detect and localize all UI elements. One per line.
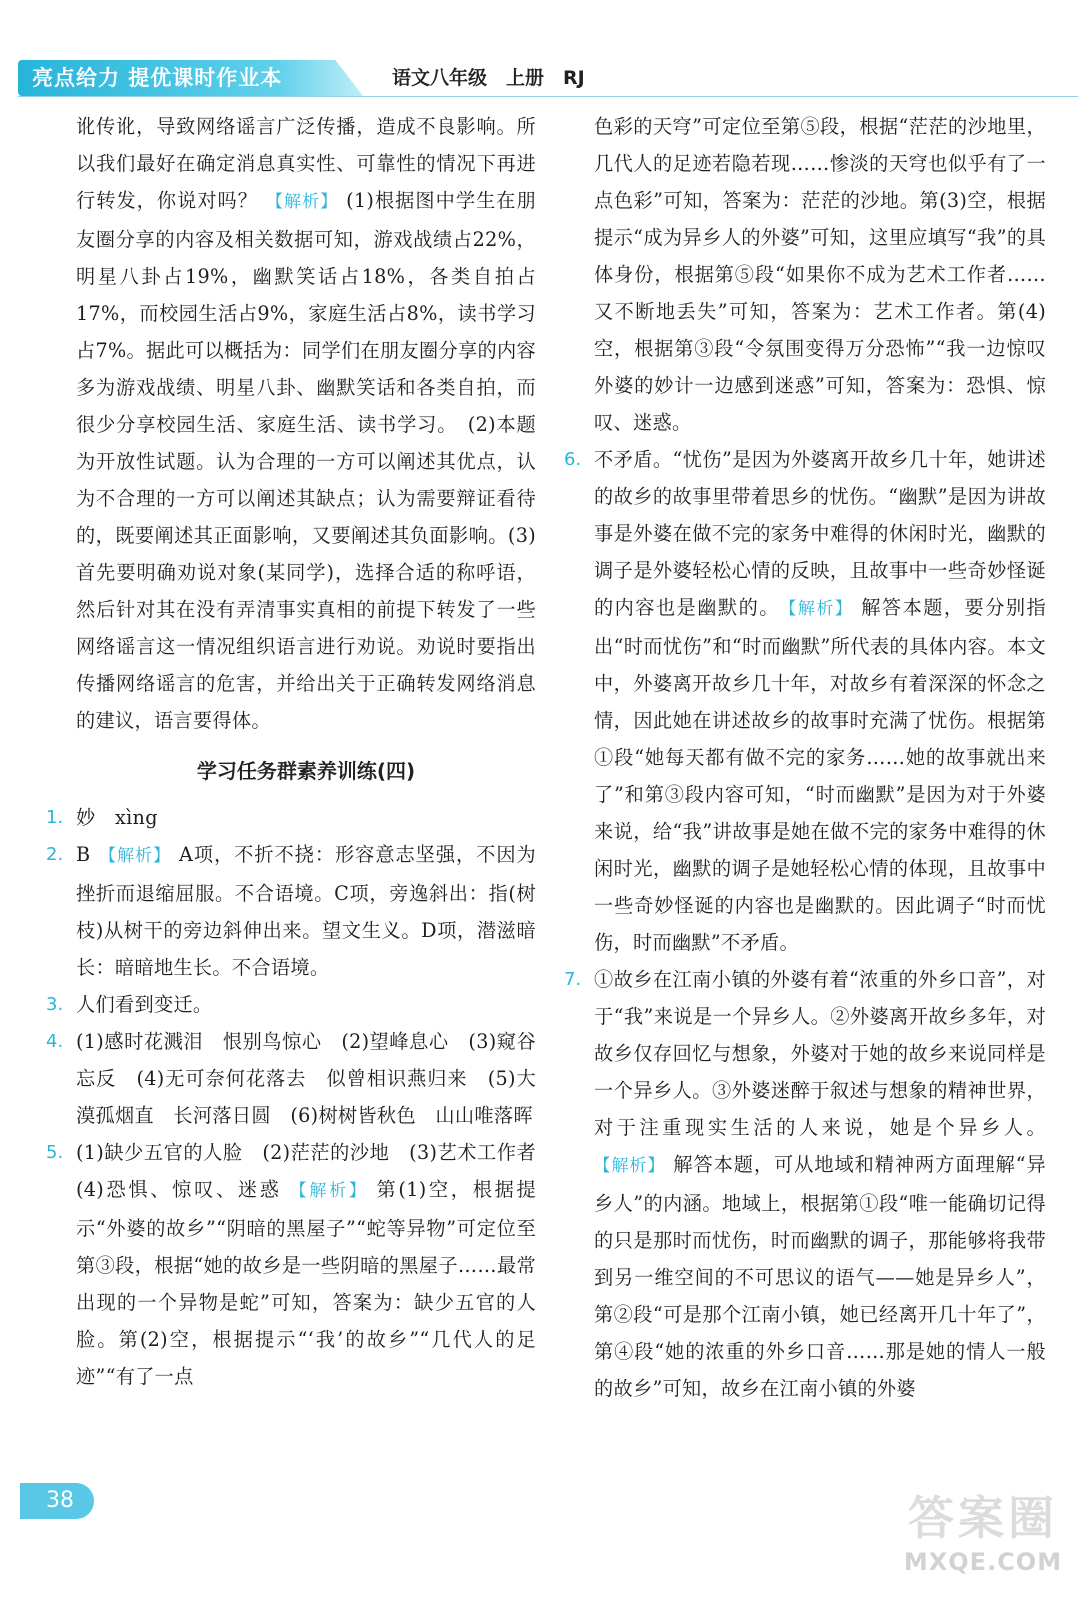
answer-text: (1)缺少五官的人脸 (2)茫茫的沙地 (3)艺术工作者 (4)恐惧、惊叹、迷惑 bbox=[76, 1141, 556, 1201]
watermark-logo bbox=[898, 1490, 1068, 1590]
question-6 bbox=[564, 441, 1047, 961]
question-2 bbox=[46, 836, 537, 986]
question-5 bbox=[46, 1134, 556, 1395]
answer-paragraph bbox=[76, 108, 536, 739]
answer-text: ①故乡在江南小镇的外婆有着“浓重的外乡口音”，对于“我”来说是一个异乡人。②外婆离开故乡多年，对故乡仅存回忆与想象，外婆对于她的故乡来说同样是一个异乡人。③外婆迷醉于叙述与想象的精神世界，对于注重现实生活的人来说，她是个异乡人。 bbox=[594, 968, 1046, 1139]
answer-text: 讹传讹，导致网络谣言广泛传播，造成不良影响。所以我们最好在确定消息真实性、可靠性的情况下再进行转发，你说对吗？ bbox=[76, 115, 536, 212]
question-4 bbox=[46, 1023, 536, 1134]
analysis-text: 第(1)空，根据提示“外婆的故乡”“阴暗的黑屋子”“蛇等异物”可定位至第③段，根据“她的故乡是一些阴暗的黑屋子……最常出现的一个异物是蛇”可知，答案为：缺少五官的人脸。第(2)空，根据提示“‘我’的故乡”“几代人的足迹”“有了一点 bbox=[76, 1178, 536, 1388]
left-column bbox=[46, 108, 556, 1395]
series-title: 亮点给力 提优课时作业本 bbox=[32, 66, 283, 90]
analysis-tag: 【解析】 bbox=[602, 1156, 666, 1176]
question-number: 6. bbox=[564, 449, 582, 470]
analysis-text: 解答本题，要分别指出“时而忧伤”和“时而幽默”所代表的具体内容。本文中，外婆离开故乡几十年，对故乡有着深深的怀念之情，因此她在讲述故乡的故事时充满了忧伤。根据第①段“她每天都有做不完的家务……她的故事就出来了”和第③段内容可知，“时而幽默”是因为对于外婆来说，给“我”讲故事是她在做不完的家务中难得的休闲时光，幽默的调子是她轻松心情的体现，且故事中一些奇妙怪诞的内容也是幽默的。因此调子“时而忧伤，时而幽默”不矛盾。 bbox=[594, 596, 1047, 954]
analysis-text: (1)根据图中学生在朋友圈分享的内容及相关数据可知，游戏战绩占22%，明星八卦占19%，幽默笑话占18%，各类自拍占17%，而校园生活占9%，家庭生活占8%，读书学习占7%。据此可以概括为：同学们在朋友圈分享的内容多为游戏战绩、明星八卦、幽默笑话和各类自拍，而很少分享校园生活、家庭生活、读书学习。 (2)本题为开放性试题。认为合理的一方可以阐述其优点，认为不合理的一方可以阐述其缺点；认为需要辩证看待的，既要阐述其正面影响，又要阐述其负面影响。(3)首先要明确劝说对象(某同学)，选择合适的称呼语，然后针对其在没有弄清事实真相的前提下转发了一些网络谣言这一情况组织语言进行劝说。劝说时要指出传播网络谣言的危害，并给出关于正确转发网络消息的建议，语言要得体。 bbox=[76, 189, 536, 732]
question-number: 7. bbox=[564, 969, 582, 990]
question-number: 5. bbox=[46, 1142, 64, 1163]
question-number: 4. bbox=[46, 1031, 64, 1052]
answer-text: (1)感时花溅泪 恨别鸟惊心 (2)望峰息心 (3)窥谷忘反 (4)无可奈何花落去 似曾相识燕归来 (5)大漠孤烟直 长河落日圆 (6)树树皆秋色 山山唯落晖 bbox=[76, 1030, 536, 1127]
analysis-text: 解答本题，可从地域和精神两方面理解“异乡人”的内涵。地域上，根据第①段“唯一能确切记得的只是那时而忧伤，时而幽默的调子，那能够将我带到另一维空间的不可思议的语气——她是异乡人”，第②段“可是那个江南小镇，她已经离开几十年了”，第④段“她的浓重的外乡口音……那是她的情人一般的故乡”可知，故乡在江南小镇的外婆 bbox=[594, 1153, 1046, 1400]
subject-label: 语文八年级 上册 RJ bbox=[392, 67, 585, 89]
question-number: 2. bbox=[46, 844, 64, 865]
header-divider bbox=[18, 96, 1078, 97]
question-3 bbox=[46, 986, 536, 1023]
answer-text: 不矛盾。“忧伤”是因为外婆离开故乡几十年，她讲述的故乡的故事里带着思乡的忧伤。“幽默”是因为讲故事是外婆在做不完的家务中难得的休闲时光，幽默的调子是外婆轻松心情的反映，且故事中一些奇妙怪诞的内容也是幽默的。 bbox=[594, 448, 1046, 619]
right-column bbox=[564, 108, 1047, 1407]
question-7 bbox=[564, 961, 1046, 1407]
analysis-tag: 【解析】 bbox=[787, 599, 854, 619]
page-number: 38 bbox=[20, 1483, 94, 1519]
question-number: 1. bbox=[46, 807, 64, 828]
watermark-text: 答案圈 bbox=[908, 1491, 1058, 1545]
answer-choice: B bbox=[76, 843, 91, 866]
watermark-url: MXQE.COM bbox=[903, 1548, 1063, 1576]
answer-text: 妙 xìng bbox=[76, 806, 158, 829]
analysis-tag: 【解析】 bbox=[289, 1181, 369, 1201]
analysis-text: A项，不折不挠：形容意志坚强，不因为挫折而退缩屈服。不合语境。C项，旁逸斜出：指(树枝)从树干的旁边斜伸出来。望文生义。D项，潜滋暗长：暗暗地生长。不合语境。 bbox=[76, 843, 537, 979]
answer-text: 人们看到变迁。 bbox=[76, 993, 213, 1016]
analysis-continued: 色彩的天穹”可定位至第⑤段，根据“茫茫的沙地里，几代人的足迹若隐若现……惨淡的天穹也似乎有了一点色彩”可知，答案为：茫茫的沙地。第(3)空，根据提示“成为异乡人的外婆”可知，这里应填写“我”的具体身份，根据第⑤段“如果你不成为艺术工作者……又不断地丢失”可知，答案为：艺术工作者。第(4)空，根据第③段“令氛围变得万分恐怖”“我一边惊叹外婆的妙计一边感到迷惑”可知，答案为：恐惧、惊叹、迷惑。 bbox=[594, 115, 1046, 434]
section-heading: 学习任务群素养训练(四) bbox=[196, 759, 416, 783]
question-1 bbox=[46, 799, 536, 836]
analysis-tag: 【解析】 bbox=[98, 846, 172, 866]
question-number: 3. bbox=[46, 994, 64, 1015]
analysis-tag: 【解析】 bbox=[266, 192, 339, 212]
